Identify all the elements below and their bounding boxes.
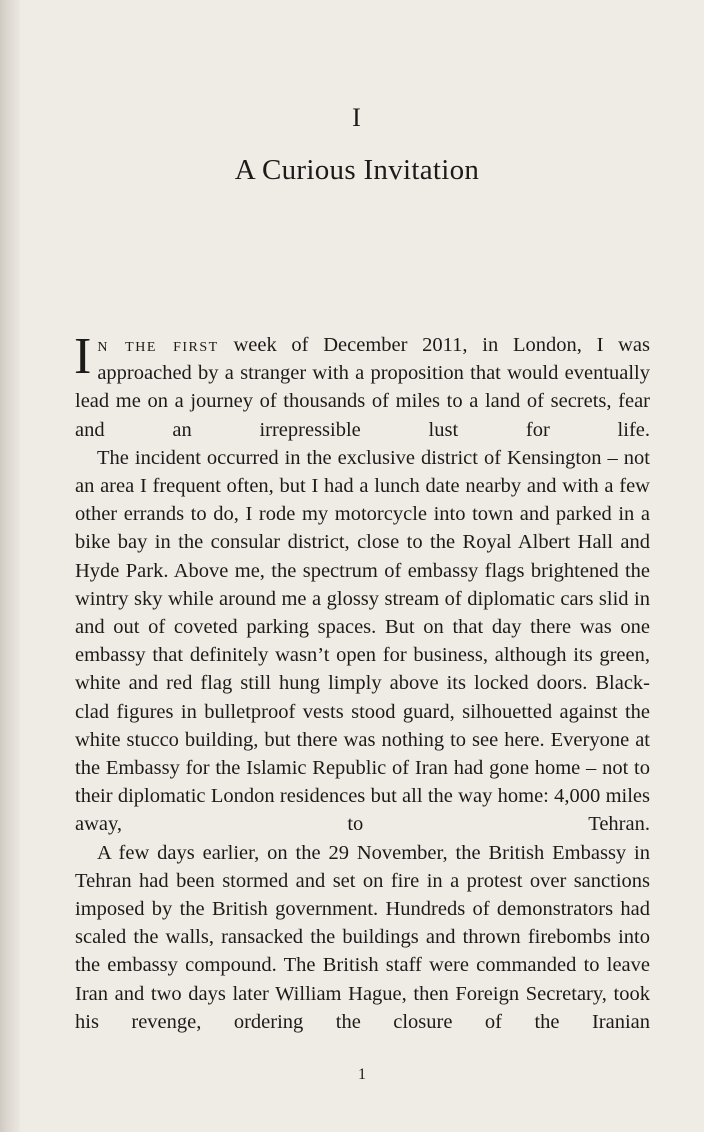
page-number: 1	[358, 1066, 366, 1083]
opening-small-caps: n the first	[97, 334, 219, 356]
chapter-body	[74, 328, 651, 1036]
paragraph-2: The incident occurred in the exclusive district of Kensington – not an area I frequent often, but I had a lunch date nearby and with a few other errands to do, I rode my motorcycle into town and parked in a bike bay in the consular district, close to the Royal Albert Hall and Hyde Park. Above me, the spectrum of embassy flags brightened the wintry sky while around me a glossy stream of diplomatic cars slid in and out of coveted parking spaces. But on that day there was one embassy that definitely wasn’t open for business, although its green, white and red flag still hung limply above its locked doors. Black-clad figures in bulletproof vests stood guard, silhouetted against the white stucco building, but there was nothing to see here. Everyone at the Embassy for the Islamic Republic of Iran had gone home – not to their diplomatic London residences but all the way home: 4,000 miles away, to Tehran.	[75, 446, 650, 836]
paragraph-1-text: week of December 2011, in London, I was approached by a stranger with a proposition that would eventually lead me on a journey of thousands of miles to a land of secrets, fear and an irrepressible lust for life.	[75, 334, 651, 441]
chapter-number: I	[352, 103, 362, 132]
paragraph-3: A few days earlier, on the 29 November, the British Embassy in Tehran had been stormed and set on fire in a protest over sanctions imposed by the British government. Hundreds of demonstrators had scaled the walls, ransacked the buildings and thrown firebombs into the embassy compound. The British staff were commanded to leave Iran and two days later William Hague, then Foreign Secretary, took his revenge, ordering the closure of the Iranian	[75, 841, 650, 1033]
chapter-title: A Curious Invitation	[234, 154, 480, 186]
paragraph-1	[74, 328, 651, 444]
drop-cap: I	[74, 328, 92, 385]
